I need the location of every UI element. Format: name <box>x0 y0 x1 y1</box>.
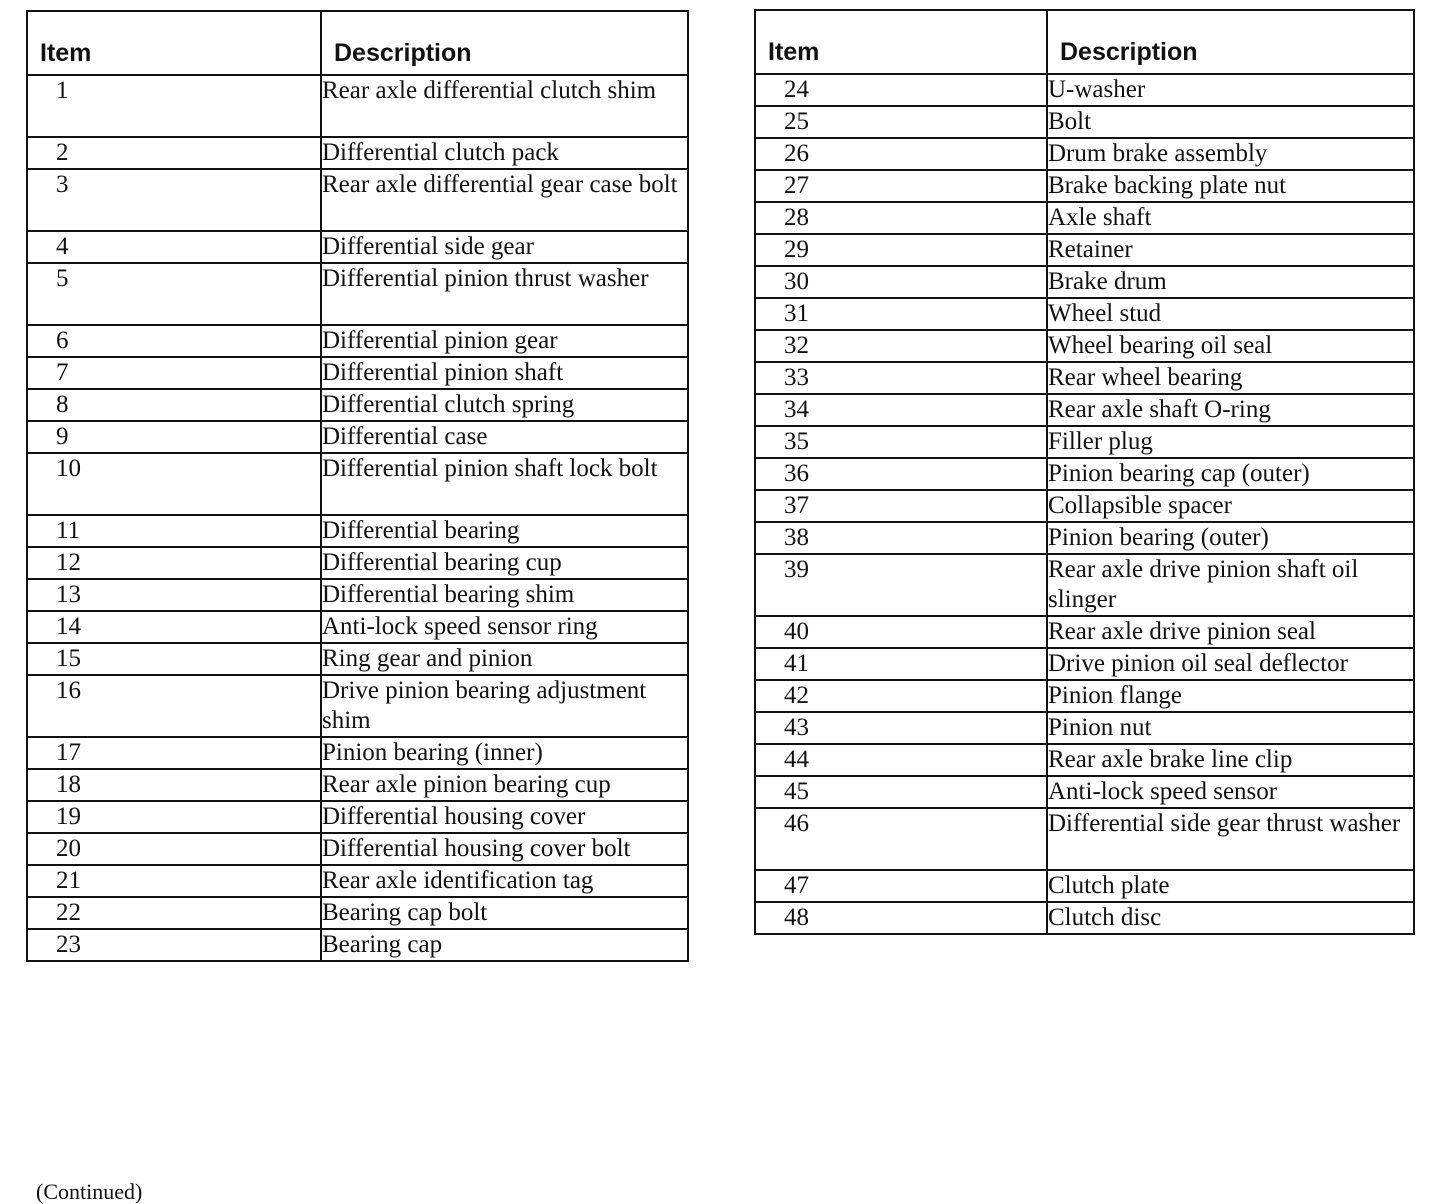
item-number-cell: 6 <box>27 325 321 357</box>
table-row <box>27 929 688 961</box>
description-cell: Differential housing cover <box>321 801 688 833</box>
table-row <box>27 75 688 137</box>
table-row <box>27 865 688 897</box>
item-number-cell: 41 <box>755 648 1047 680</box>
item-column-header: Item <box>27 11 321 75</box>
table-row <box>755 554 1414 616</box>
description-cell: Bearing cap bolt <box>321 897 688 929</box>
item-number-cell: 9 <box>27 421 321 453</box>
description-cell: Clutch plate <box>1047 870 1414 902</box>
table-row <box>755 776 1414 808</box>
item-number-cell: 37 <box>755 490 1047 522</box>
description-cell: Differential pinion thrust washer <box>321 263 688 325</box>
description-cell: Retainer <box>1047 234 1414 266</box>
item-number-cell: 22 <box>27 897 321 929</box>
item-number-cell: 7 <box>27 357 321 389</box>
table-row <box>27 897 688 929</box>
description-cell: Rear axle drive pinion shaft oil slinger <box>1047 554 1414 616</box>
description-cell: Differential clutch pack <box>321 137 688 169</box>
table-row <box>755 616 1414 648</box>
description-cell: Bolt <box>1047 106 1414 138</box>
parts-table-right <box>754 9 1415 935</box>
item-number-cell: 47 <box>755 870 1047 902</box>
description-cell: Differential bearing shim <box>321 579 688 611</box>
table-row <box>27 515 688 547</box>
table-row <box>755 74 1414 106</box>
table-row <box>755 106 1414 138</box>
item-number-cell: 30 <box>755 266 1047 298</box>
item-number-cell: 33 <box>755 362 1047 394</box>
description-column-header: Description <box>1047 10 1414 74</box>
table-row <box>27 833 688 865</box>
item-number-cell: 12 <box>27 547 321 579</box>
description-cell: Wheel stud <box>1047 298 1414 330</box>
item-number-cell: 16 <box>27 675 321 737</box>
description-cell: Differential side gear thrust washer <box>1047 808 1414 870</box>
table-row <box>27 579 688 611</box>
table-row <box>27 547 688 579</box>
continued-note: (Continued) <box>36 1179 143 1204</box>
description-cell: Drum brake assembly <box>1047 138 1414 170</box>
item-number-cell: 25 <box>755 106 1047 138</box>
description-cell: Pinion bearing (outer) <box>1047 522 1414 554</box>
table-row <box>755 870 1414 902</box>
item-number-cell: 39 <box>755 554 1047 616</box>
description-cell: Differential pinion shaft <box>321 357 688 389</box>
item-number-cell: 32 <box>755 330 1047 362</box>
item-number-cell: 34 <box>755 394 1047 426</box>
description-cell: Differential housing cover bolt <box>321 833 688 865</box>
table-row <box>755 808 1414 870</box>
description-column-header: Description <box>321 11 688 75</box>
description-cell: Pinion bearing cap (outer) <box>1047 458 1414 490</box>
table-row <box>755 680 1414 712</box>
description-cell: Differential pinion shaft lock bolt <box>321 453 688 515</box>
description-cell: Rear wheel bearing <box>1047 362 1414 394</box>
description-cell: Brake drum <box>1047 266 1414 298</box>
description-cell: Pinion bearing (inner) <box>321 737 688 769</box>
table-row <box>755 490 1414 522</box>
item-number-cell: 4 <box>27 231 321 263</box>
item-number-cell: 21 <box>27 865 321 897</box>
item-column-header: Item <box>755 10 1047 74</box>
table-row <box>27 611 688 643</box>
description-cell: Differential side gear <box>321 231 688 263</box>
description-cell: Differential case <box>321 421 688 453</box>
item-number-cell: 43 <box>755 712 1047 744</box>
item-number-cell: 3 <box>27 169 321 231</box>
description-cell: Differential bearing cup <box>321 547 688 579</box>
item-number-cell: 31 <box>755 298 1047 330</box>
item-number-cell: 24 <box>755 74 1047 106</box>
item-number-cell: 18 <box>27 769 321 801</box>
item-number-cell: 1 <box>27 75 321 137</box>
description-cell: Rear axle drive pinion seal <box>1047 616 1414 648</box>
description-cell: Axle shaft <box>1047 202 1414 234</box>
item-number-cell: 8 <box>27 389 321 421</box>
item-number-cell: 27 <box>755 170 1047 202</box>
table-row <box>755 298 1414 330</box>
table-row <box>27 389 688 421</box>
table-row <box>27 737 688 769</box>
table-row <box>755 522 1414 554</box>
table-row <box>27 357 688 389</box>
description-cell: Collapsible spacer <box>1047 490 1414 522</box>
table-row <box>27 137 688 169</box>
description-cell: Pinion flange <box>1047 680 1414 712</box>
table-header-row <box>27 11 688 75</box>
description-cell: Differential pinion gear <box>321 325 688 357</box>
table-row <box>27 263 688 325</box>
parts-table-left <box>26 10 689 962</box>
table-row <box>755 170 1414 202</box>
description-cell: Brake backing plate nut <box>1047 170 1414 202</box>
item-number-cell: 17 <box>27 737 321 769</box>
description-cell: Rear axle pinion bearing cup <box>321 769 688 801</box>
table-header-row <box>755 10 1414 74</box>
item-number-cell: 35 <box>755 426 1047 458</box>
table-row <box>755 744 1414 776</box>
table-row <box>755 138 1414 170</box>
item-number-cell: 10 <box>27 453 321 515</box>
item-number-cell: 28 <box>755 202 1047 234</box>
description-cell: Rear axle differential gear case bolt <box>321 169 688 231</box>
parts-table-right-body <box>755 74 1414 934</box>
table-row <box>755 648 1414 680</box>
parts-table-left-body <box>27 75 688 961</box>
item-number-cell: 45 <box>755 776 1047 808</box>
description-cell: Bearing cap <box>321 929 688 961</box>
table-row <box>755 458 1414 490</box>
description-cell: U-washer <box>1047 74 1414 106</box>
table-row <box>27 769 688 801</box>
table-row <box>755 712 1414 744</box>
item-number-cell: 20 <box>27 833 321 865</box>
description-cell: Filler plug <box>1047 426 1414 458</box>
table-row <box>27 231 688 263</box>
item-number-cell: 15 <box>27 643 321 675</box>
table-row <box>755 202 1414 234</box>
table-row <box>27 453 688 515</box>
item-number-cell: 46 <box>755 808 1047 870</box>
table-row <box>755 330 1414 362</box>
table-row <box>27 169 688 231</box>
item-number-cell: 36 <box>755 458 1047 490</box>
item-number-cell: 14 <box>27 611 321 643</box>
item-number-cell: 26 <box>755 138 1047 170</box>
description-cell: Pinion nut <box>1047 712 1414 744</box>
item-number-cell: 11 <box>27 515 321 547</box>
table-row <box>755 394 1414 426</box>
table-row <box>755 266 1414 298</box>
description-cell: Rear axle shaft O-ring <box>1047 394 1414 426</box>
table-row <box>755 426 1414 458</box>
item-number-cell: 48 <box>755 902 1047 934</box>
item-number-cell: 23 <box>27 929 321 961</box>
table-row <box>755 234 1414 266</box>
table-row <box>27 643 688 675</box>
item-number-cell: 38 <box>755 522 1047 554</box>
item-number-cell: 29 <box>755 234 1047 266</box>
table-row <box>27 675 688 737</box>
table-row <box>27 801 688 833</box>
item-number-cell: 2 <box>27 137 321 169</box>
item-number-cell: 40 <box>755 616 1047 648</box>
description-cell: Anti-lock speed sensor <box>1047 776 1414 808</box>
item-number-cell: 13 <box>27 579 321 611</box>
description-cell: Differential clutch spring <box>321 389 688 421</box>
table-row <box>755 902 1414 934</box>
description-cell: Rear axle differential clutch shim <box>321 75 688 137</box>
table-row <box>27 325 688 357</box>
table-row <box>27 421 688 453</box>
item-number-cell: 5 <box>27 263 321 325</box>
item-number-cell: 44 <box>755 744 1047 776</box>
description-cell: Rear axle identification tag <box>321 865 688 897</box>
description-cell: Differential bearing <box>321 515 688 547</box>
description-cell: Drive pinion oil seal deflector <box>1047 648 1414 680</box>
item-number-cell: 42 <box>755 680 1047 712</box>
description-cell: Rear axle brake line clip <box>1047 744 1414 776</box>
description-cell: Wheel bearing oil seal <box>1047 330 1414 362</box>
description-cell: Clutch disc <box>1047 902 1414 934</box>
table-row <box>755 362 1414 394</box>
item-number-cell: 19 <box>27 801 321 833</box>
description-cell: Anti-lock speed sensor ring <box>321 611 688 643</box>
description-cell: Ring gear and pinion <box>321 643 688 675</box>
description-cell: Drive pinion bearing adjustment shim <box>321 675 688 737</box>
